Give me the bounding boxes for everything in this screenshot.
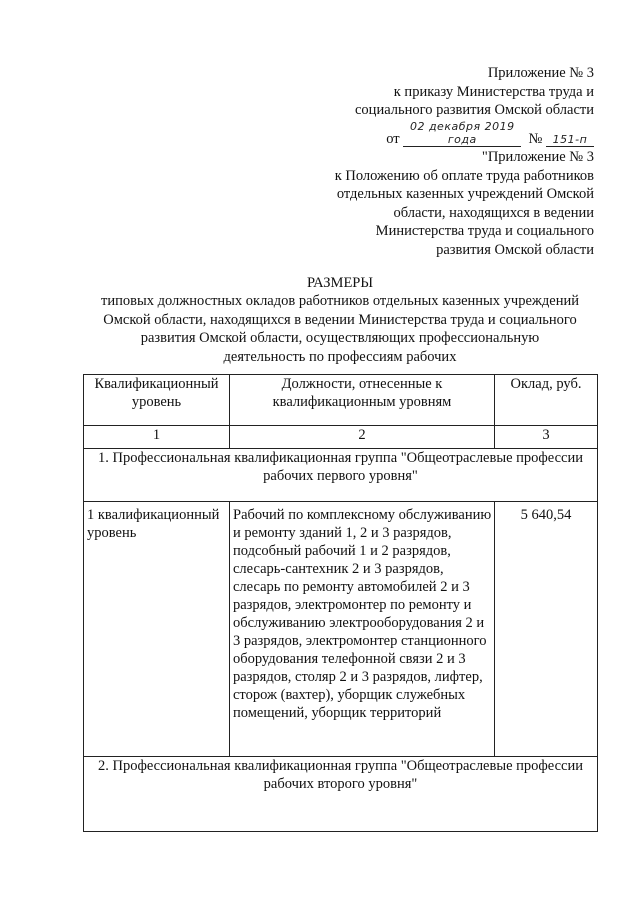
handwritten-number: 151-п: [546, 133, 594, 147]
position-line-1: "Приложение № 3: [481, 149, 594, 165]
position-line-2: к Положению об оплате труда работников: [334, 167, 594, 184]
handwritten-date: 02 декабря 2019 года: [403, 120, 521, 147]
position-line-5: Министерства труда и социального: [375, 223, 594, 239]
date-prefix: от: [386, 130, 400, 147]
position-line-4: области, находящихся в ведении: [393, 204, 594, 221]
subtitle-line-3: развития Омской области, осуществляющих профессиональную: [140, 330, 540, 346]
header-qualification-level: Квалификационный уровень: [84, 375, 230, 426]
qualification-level-cell: 1 квалификационный уровень: [84, 502, 230, 757]
subtitle-line-2: Омской области, находящихся в ведении Министерства труда и социального: [103, 311, 577, 328]
column-number-1: 1: [84, 426, 230, 449]
document-title: РАЗМЕРЫ: [306, 275, 374, 291]
document-subtitle: [80, 292, 600, 366]
appendix-line-2: к приказу Министерства труда и: [393, 83, 594, 100]
header-positions: Должности, отнесенные к квалификационным уровням: [230, 375, 495, 426]
appendix-header: [355, 64, 594, 148]
position-line-6: развития Омской области: [436, 241, 594, 258]
positions-cell: Рабочий по комплексному обслуживанию и ремонту зданий 1, 2 и 3 разрядов, подсобный рабочий 1 и 2 разрядов, слесарь-сантехник 2 и 3 разрядов, слесарь по ремонту автомобилей 2 и 3 разрядов, электромонтер по ремонту и обслуживанию электрооборудования 2 и 3 разрядов, электромонтер станционного оборудования телефонной связи 2 и 3 разрядов, столяр 2 и 3 разрядов, лифтер, сторож (вахтер), уборщик служебных помещений, уборщик территорий: [230, 502, 495, 757]
header-salary: Оклад, руб.: [495, 375, 598, 426]
group-2-row: [84, 757, 598, 832]
subtitle-line-1: типовых должностных окладов работников отдельных казенных учреждений: [101, 293, 579, 309]
position-reference: [335, 148, 594, 259]
salary-cell: 5 640,54: [495, 502, 598, 757]
column-number-row: [84, 426, 598, 449]
subtitle-line-4: деятельность по профессиям рабочих: [223, 348, 457, 365]
group-2-title: 2. Профессиональная квалификационная группа "Общеотраслевые профессии рабочих второго уровня": [84, 757, 598, 832]
column-number-2: 2: [230, 426, 495, 449]
position-line-3: отдельных казенных учреждений Омской: [336, 186, 594, 202]
table-row: [84, 502, 598, 757]
column-number-3: 3: [495, 426, 598, 449]
group-1-row: [84, 449, 598, 502]
order-date-number: [355, 120, 594, 149]
appendix-line-1: Приложение № 3: [487, 65, 594, 81]
number-prefix: №: [528, 130, 543, 147]
table-header-row: [84, 375, 598, 426]
appendix-line-3: социального развития Омской области: [355, 102, 594, 118]
group-1-title: 1. Профессиональная квалификационная группа "Общеотраслевые профессии рабочих первого уровня": [84, 449, 598, 502]
salary-table: [83, 374, 598, 832]
